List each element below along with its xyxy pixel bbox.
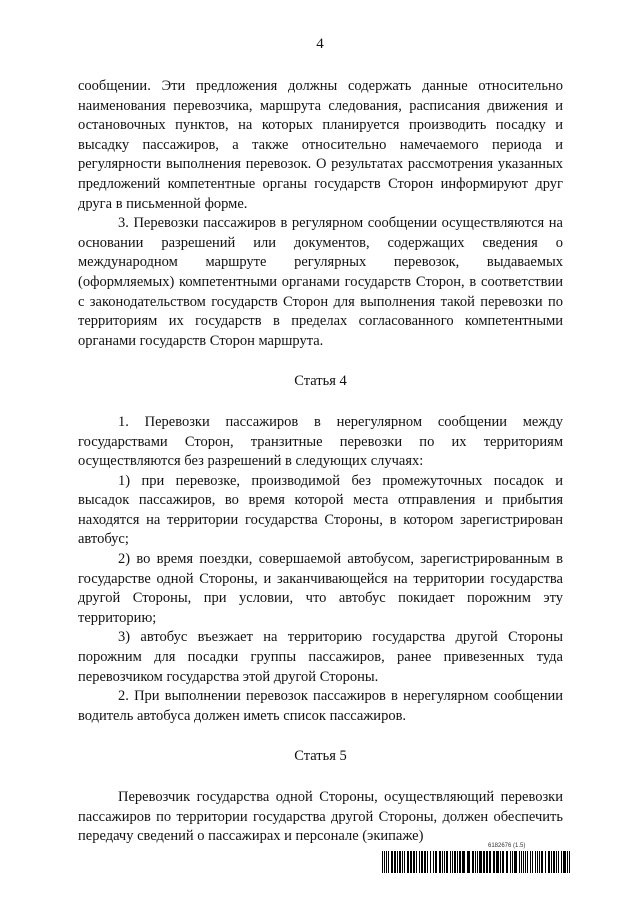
paragraph: Перевозчик государства одной Стороны, осуществляющий перевозки пассажиров по территории государства другой Стороны, должен обеспечить передачу сведений о пассажирах и персонале (экипаже) xyxy=(78,789,563,845)
paragraph: 2. При выполнении перевозок пассажиров в нерегулярном сообщении водитель автобуса должен иметь список пассажиров. xyxy=(78,688,563,724)
paragraph: 1. Перевозки пассажиров в нерегулярном сообщении между государствами Сторон, транзитные перевозки по их территориям осуществляются без разрешений в следующих случаях: xyxy=(78,413,563,470)
barcode-caption: 6182676 (1.5) xyxy=(488,843,526,849)
barcode-icon xyxy=(382,851,570,873)
article-5-heading: Статья 5 xyxy=(294,748,347,765)
paragraph: сообщении. Эти предложения должны содержать данные относительно наименования перевозчика, маршрута следования, расписания движения и остановочных пунктов, на которых планируется производить посадку и высадку пассажиров, а также относительно намечаемого периода и регулярности выполнения перевозок. О результатах рассмотрения указанных предложений компетентные органы государств Сторон информируют друг друга в письменной форме. xyxy=(78,78,563,212)
paragraph: 2) во время поездки, совершаемой автобусом, зарегистрированным в государстве одной Стороны, и заканчивающейся на территории государства другой Стороны, при условии, что автобус покидает порожним эту территорию; xyxy=(78,551,563,626)
paragraph: 1) при перевозке, производимой без промежуточных посадок и высадок пассажиров, во время которой места отправления и прибытия находятся на территории государства Стороны, в котором зарегистрирован автобус; xyxy=(78,472,563,548)
article-4-heading: Статья 4 xyxy=(294,373,347,390)
document-body xyxy=(78,77,563,847)
page-number: 4 xyxy=(316,36,324,52)
paragraph: 3) автобус въезжает на территорию государства другой Стороны порожним для посадки группы пассажиров, ранее привезенных туда перевозчиком государства этой другой Стороны. xyxy=(78,629,563,685)
paragraph: 3. Перевозки пассажиров в регулярном сообщении осуществляются на основании разрешений или документов, содержащих сведения о международном маршруте регулярных перевозок, выдаваемых (оформляемых) компетентными органами государств Сторон, в соответствии с законодательством государств Сторон для выполнения такой перевозки по территориям их государств в пределах согласованного компетентными органами государств Сторон маршрута. xyxy=(78,215,563,349)
